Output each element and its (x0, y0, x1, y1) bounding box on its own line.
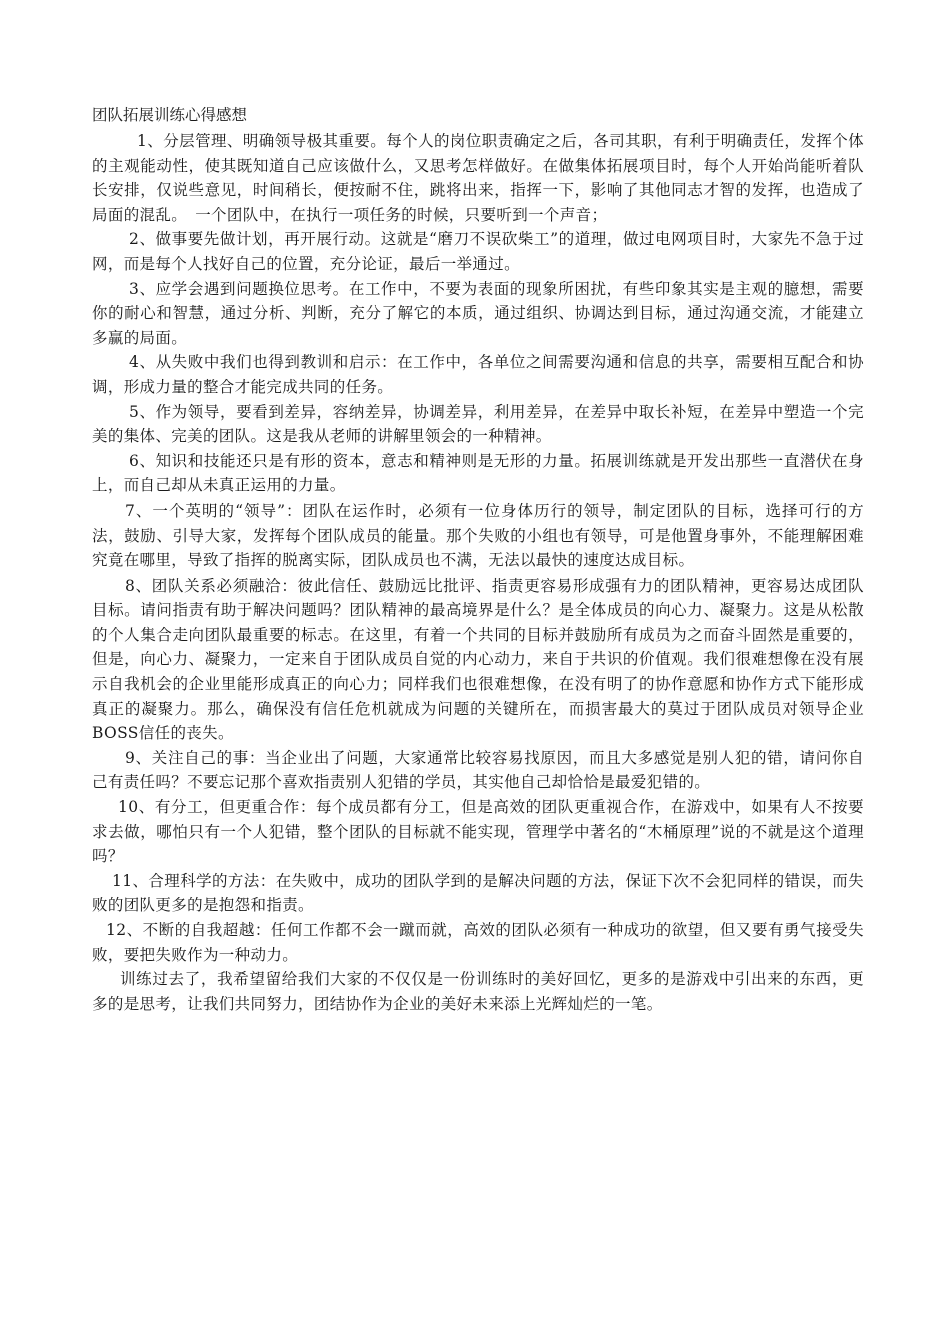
paragraph-2: 2、做事要先做计划，再开展行动。这就是“磨刀不误砍柴工”的道理，做过电网项目时，大家先不急于过网，而是每个人找好自己的位置，充分论证，最后一举通过。 (92, 230, 864, 273)
paragraph-6: 6、知识和技能还只是有形的资本，意志和精神则是无形的力量。拓展训练就是开发出那些一直潜伏在身上，而自己却从未真正运用的力量。 (92, 451, 864, 495)
paragraph-8: 8、团队关系必须融洽：彼此信任、鼓励远比批评、指责更容易形成强有力的团队精神，更容易达成团队目标。请问指责有助于解决问题吗？团队精神的最高境界是什么？是全体成员的向心力、凝聚力。这是从松散的个人集合走向团队最重要的标志。在这里，有着一个共同的目标并鼓励所有成员为之而奋斗固然是重要的，但是，向心力、凝聚力，一定来自于团队成员自觉的内心动力，来自于共识的价值观。我们很难想像在没有展示自我机会的企业里能形成真正的向心力；同样我们也很难想像，在没有明了的协作意愿和协作方式下能形成真正的凝聚力。那么，确保没有信任危机就成为问题的关键所在，而损害最大的莫过于团队成员对领导企业BOSS信任的丧失。 (92, 576, 864, 743)
paragraph-4: 4、从失败中我们也得到教训和启示：在工作中，各单位之间需要沟通和信息的共享，需要相互配合和协调，形成力量的整合才能完成共同的任务。 (92, 353, 864, 396)
paragraph-11: 11、合理科学的方法：在失败中，成功的团队学到的是解决问题的方法，保证下次不会犯同样的错误，而失败的团队更多的是抱怨和指责。 (92, 871, 864, 915)
paragraph-1: 1、分层管理、明确领导极其重要。每个人的岗位职责确定之后，各司其职，有利于明确责任，发挥个体的主观能动性，使其既知道自己应该做什么，又思考怎样做好。在做集体拓展项目时，每个人开始尚能听着队长安排，仅说些意见，时间稍长，便按耐不住，跳将出来，指挥一下，影响了其他同志才智的发挥，也造成了局面的混乱。 一个团队中，在执行一项任务的时候，只要听到一个声音； (92, 132, 864, 224)
document-title: 团队拓展训练心得感想 (92, 106, 248, 124)
paragraph-5: 5、作为领导，要看到差异，容纳差异，协调差异，利用差异，在差异中取长补短，在差异中塑造一个完美的集体、完美的团队。这是我从老师的讲解里领会的一种精神。 (92, 402, 864, 446)
paragraph-3: 3、应学会遇到问题换位思考。在工作中，不要为表面的现象所困扰，有些印象其实是主观的臆想，需要你的耐心和智慧，通过分析、判断，充分了解它的本质，通过组织、协调达到目标，通过沟通交流，才能建立多赢的局面。 (92, 279, 864, 347)
paragraph-7: 7、一个英明的“领导”：团队在运作时，必须有一位身体历行的领导，制定团队的目标，选择可行的方法，鼓励、引导大家，发挥每个团队成员的能量。那个失败的小组也有领导，可是他置身事外，不能理解困难究竟在哪里，导致了指挥的脱离实际，团队成员也不满，无法以最快的速度达成目标。 (92, 501, 864, 570)
document-page (92, 104, 864, 1016)
paragraph-10: 10、有分工，但更重合作：每个成员都有分工，但是高效的团队更重视合作，在游戏中，如果有人不按要求去做，哪怕只有一个人犯错，整个团队的目标就不能实现，管理学中著名的“木桶原理”说的不就是这个道理吗？ (92, 798, 864, 866)
paragraph-12: 12、不断的自我超越：任何工作都不会一蹴而就，高效的团队必须有一种成功的欲望，但又要有勇气接受失败，要把失败作为一种动力。 (92, 921, 864, 964)
paragraph-9: 9、关注自己的事：当企业出了问题，大家通常比较容易找原因，而且大多感觉是别人犯的错，请问你自己有责任吗？不要忘记那个喜欢指责别人犯错的学员，其实他自己却恰恰是最爱犯错的。 (92, 748, 864, 792)
paragraph-closing: 训练过去了，我希望留给我们大家的不仅仅是一份训练时的美好回忆，更多的是游戏中引出来的东西，更多的是思考，让我们共同努力，团结协作为企业的美好未来添上光辉灿烂的一笔。 (92, 970, 864, 1013)
